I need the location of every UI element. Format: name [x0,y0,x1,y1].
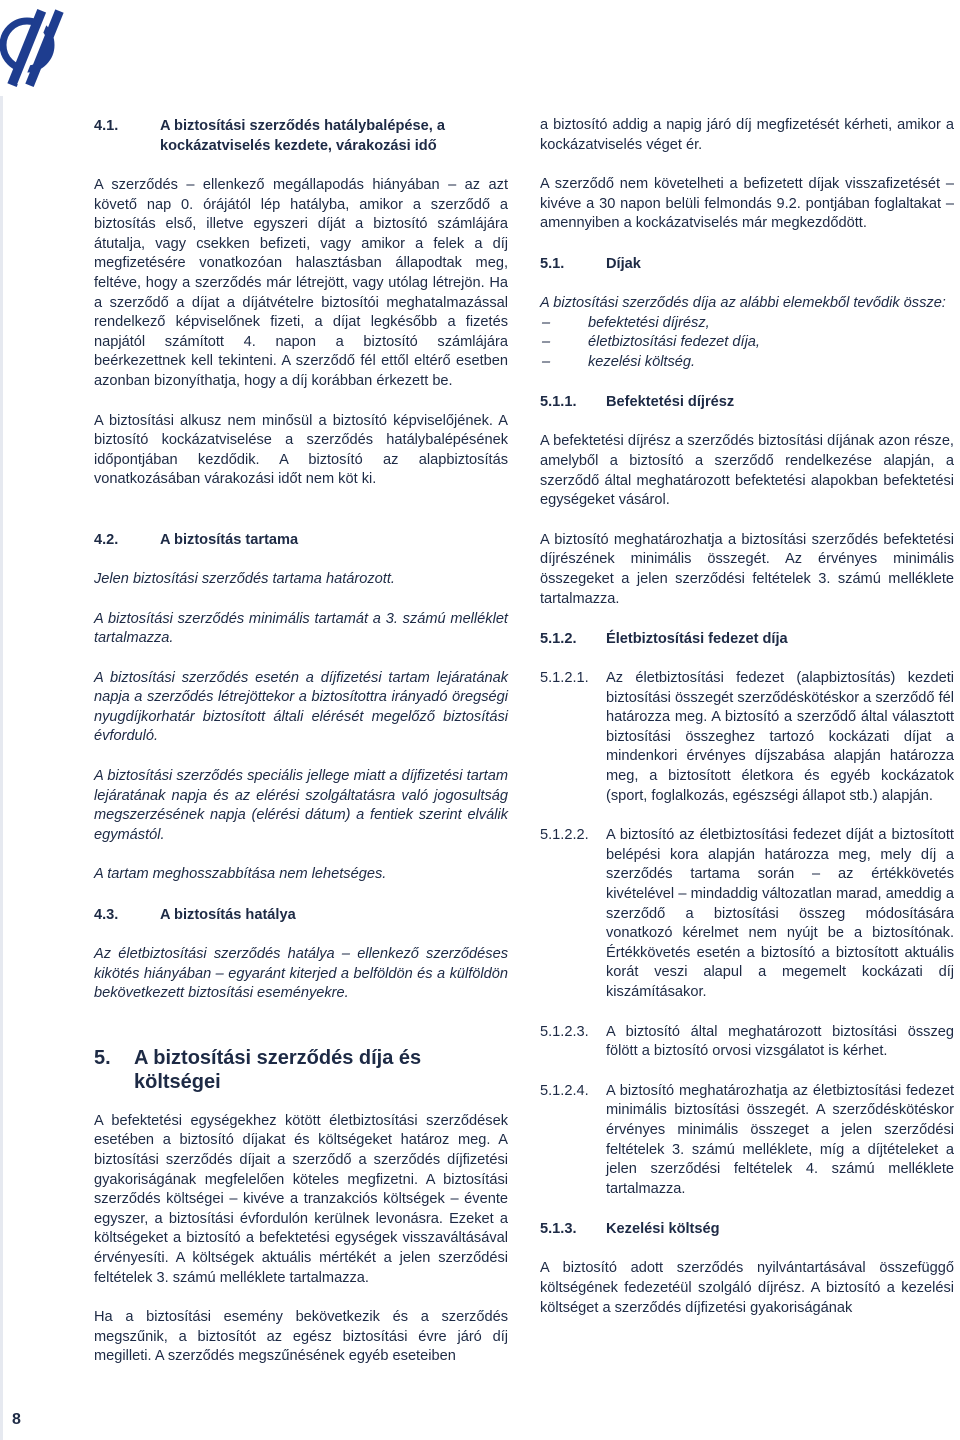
list-dash: – [542,314,551,331]
chapter-title: A biztosítási szerződés díja és költségei [134,1046,422,1093]
paragraph: Jelen biztosítási szerződés tartama határozott. [94,570,395,587]
paragraph: a biztosító addig a napig járó díj megfizetését kérheti, amikor a kockázatviselés véget ér. [540,117,954,153]
subsection-text: A biztosító által meghatározott biztosítási összeg fölött a biztosító orvosi vizsgálatot is kérhet. [606,1023,954,1060]
subsection-text: Az életbiztosítási fedezet (alapbiztosítás) kezdeti biztosítási összegét szerződéskötéskor a szerződő fél határozza meg. A biztosító a szerződő által választott biztosítási összeghez tartozó kockázati díjat a mindenkori érvényes díjszabása alapján határozza meg, a biztosított életkora és egyéb kockázatok (sport, foglalkozás, egészségi állapot stb.) alapján. [606,670,954,804]
subsection-number: 5.1.2.4. [540,1082,589,1099]
section-number: 5.1.2. [540,631,577,648]
section-heading-4-1 [94,116,508,156]
paragraph: A szerződés – ellenkező megállapodás hiányában – az azt követő nap 0. órájától lép hatályba, amikor a szerződő a biztosítás első, illetve egyszeri díját a biztosító számlájára átutalja, vagy csekken befizeti, vagy amikor a felek a díj megfizetésére vonatkozóan halasztásban állapodtak meg, feltéve, hogy a szerződés már létrejött, vagy utólag létrejön. Ha a szerződő a díjat a díjátvételre biztosítói meghatalmazással rendelkező képviselőnek fizeti, a díjat legkésőbb a fizetés napjától számított 4. napon a biztosító számlájára beérkezettnek kell tekinteni. A szerződő fél ettől eltérő esetben azonban bizonyíthatja, hogy a díj korábban érkezett be. [94,177,508,389]
page-number: 8 [12,1411,21,1428]
section-heading-5-1 [540,254,954,274]
section-title: A biztosítási szerződés hatálybalépése, a kockázatviselés kezdete, várakozási idő [160,118,445,154]
paragraph: A befektetési díjrész a szerződés biztosítási díjának azon része, amelyből a biztosító a szerződő rendelkezése alapján, a szerződő által meghatározott befektetési alapokban befektetési egységeket vásárol. [540,433,954,509]
section-number: 5.1. [540,255,565,272]
chapter-heading-5 [94,1046,508,1094]
paragraph: A tartam meghosszabbítása nem lehetséges. [94,866,387,883]
subsection-text: A biztosító meghatározhatja az életbiztosítási fedezet minimális biztosítási összegét. A szerződéskötéskor érvényes minimális összeget a jelen szerződési feltételek 3. számú melléklete, míg a díjtételeket a jelen szerződési feltételek 4. számú melléklete tartalmazza. [606,1082,954,1197]
section-title: A biztosítás hatálya [160,907,296,924]
subsection-number: 5.1.2.3. [540,1023,589,1040]
chapter-number: 5. [94,1046,111,1069]
section-heading-4-2 [94,530,508,550]
section-number: 5.1.1. [540,394,577,411]
section-number: 5.1.3. [540,1221,577,1238]
list-dash: – [542,334,551,351]
list-item-text: befektetési díjrész, [588,314,710,331]
subsection-text: A biztosító az életbiztosítási fedezet díját a biztosított belépési kora alapján határozza meg, mely díj a szerződés tartama során – az értékkövetés kivételével – mindaddig változatlan marad, ameddig a szerződő a biztosítási összeg módosítására vonatkozó kérelmet nem nyújt be a biztosítónak. Értékkövetés esetén a biztosító a biztosított aktuális korát veszi alapul a megemelt kockázati díj kiszámításakor. [606,827,954,1000]
paragraph: A szerződő nem követelheti a befizetett díjak visszafizetését – kivéve a 30 napon belüli felmondás 9.2. pontjában foglaltakat – amennyiben a kockázatviselés már megkezdődött. [540,176,954,232]
section-heading-5-1-3 [540,1219,954,1239]
subsection-5-1-2-3 [540,1023,954,1062]
fee-components-list [540,314,954,373]
left-column [94,116,508,1387]
section-title: Életbiztosítási fedezet díja [606,631,788,648]
section-number: 4.3. [94,907,119,924]
section-heading-5-1-1 [540,392,954,412]
paragraph: A biztosítási szerződés esetén a díjfizetési tartam lejáratának napja a szerződés létrejöttekor a biztosítottra irányadó öregségi nyugdíjkorhatár biztosított általi elérését megelőző biztosítási évforduló. [94,669,508,745]
paragraph: A biztosító adott szerződés nyilvántartásával összefüggő költségének fedezetéül szolgáló díjrész. A biztosító a kezelési költséget a szerződés díjfizetési gyakoriságának [540,1260,954,1316]
paragraph: A biztosítási szerződés speciális jellege miatt a díjfizetési tartam lejáratának napja és az elérési szolgáltatásra való jogosultság megszerzésének napja (elérési dátum) a fentiek szerint elválik egymástól. [94,768,508,843]
right-column [540,116,954,1338]
paragraph: A befektetési egységekhez kötött életbiztosítási szerződések esetében a biztosító díjakat és költségeket határoz meg. A biztosítási szerződés díjait a szerződő a szerződés díjfizetési gyakoriságának megfelelően köteles megfizetni. A biztosítási szerződés költségei – kivéve a tranzakciós költségek – évente egyszer, a biztosítási évfordulón kerülnek levonásra. Ezeket a költségeket a biztosító a befektetési egységek visszaváltásával érvényesíti. A költségek aktuális mértékét a jelen szerződési feltételek 3. számú melléklete tartalmazza. [94,1112,508,1286]
subsection-number: 5.1.2.1. [540,670,589,687]
list-item-text: kezelési költség. [588,353,696,370]
section-title: Befektetési díjrész [606,394,735,411]
subsection-5-1-2-4 [540,1082,954,1200]
subsection-5-1-2-1 [540,669,954,806]
paragraph: A biztosítási szerződés minimális tartamát a 3. számú melléklet tartalmazza. [94,610,508,647]
subsection-number: 5.1.2.2. [540,827,589,844]
paragraph: A biztosítási alkusz nem minősül a biztosító képviselőjének. A biztosító kockázatviselése a szerződés hatálybalépésének időpontjában kezdődik. A biztosító az alapbiztosítás vonatkozásában várakozási időt nem köt ki. [94,412,508,488]
section-title: A biztosítás tartama [160,531,299,548]
paragraph: Az életbiztosítási szerződés hatálya – ellenkező szerződéses kikötés hiányában – egyaránt kiterjed a belföldön és a külföldön bekövetkezett biztosítási eseményekre. [94,946,508,1002]
list-item [540,333,954,353]
subsection-5-1-2-2 [540,826,954,1002]
section-title: Kezelési költség [606,1221,720,1238]
list-item [540,353,954,373]
section-number: 4.2. [94,531,119,548]
list-item-text: életbiztosítási fedezet díja, [588,334,760,351]
list-item [540,314,954,334]
section-heading-4-3 [94,905,508,925]
paragraph: Ha a biztosítási esemény bekövetkezik és a szerződés megszűnik, a biztosítót az egész biztosítási évre járó díj megilleti. A szerződés megszűnésének egyéb eseteiben [94,1309,508,1365]
section-title: Díjak [606,255,641,272]
section-number: 4.1. [94,118,119,134]
list-dash: – [542,353,551,370]
company-logo [0,0,76,96]
paragraph: A biztosítási szerződés díja az alábbi elemekből tevődik össze: [540,294,946,311]
side-strip [0,96,3,1440]
section-heading-5-1-2 [540,629,954,649]
paragraph: A biztosító meghatározhatja a biztosítási szerződés befektetési díjrészének minimális összegét. Az érvényes minimális összegeket a jelen szerződési feltételek 3. számú melléklete tartalmazza. [540,531,954,607]
